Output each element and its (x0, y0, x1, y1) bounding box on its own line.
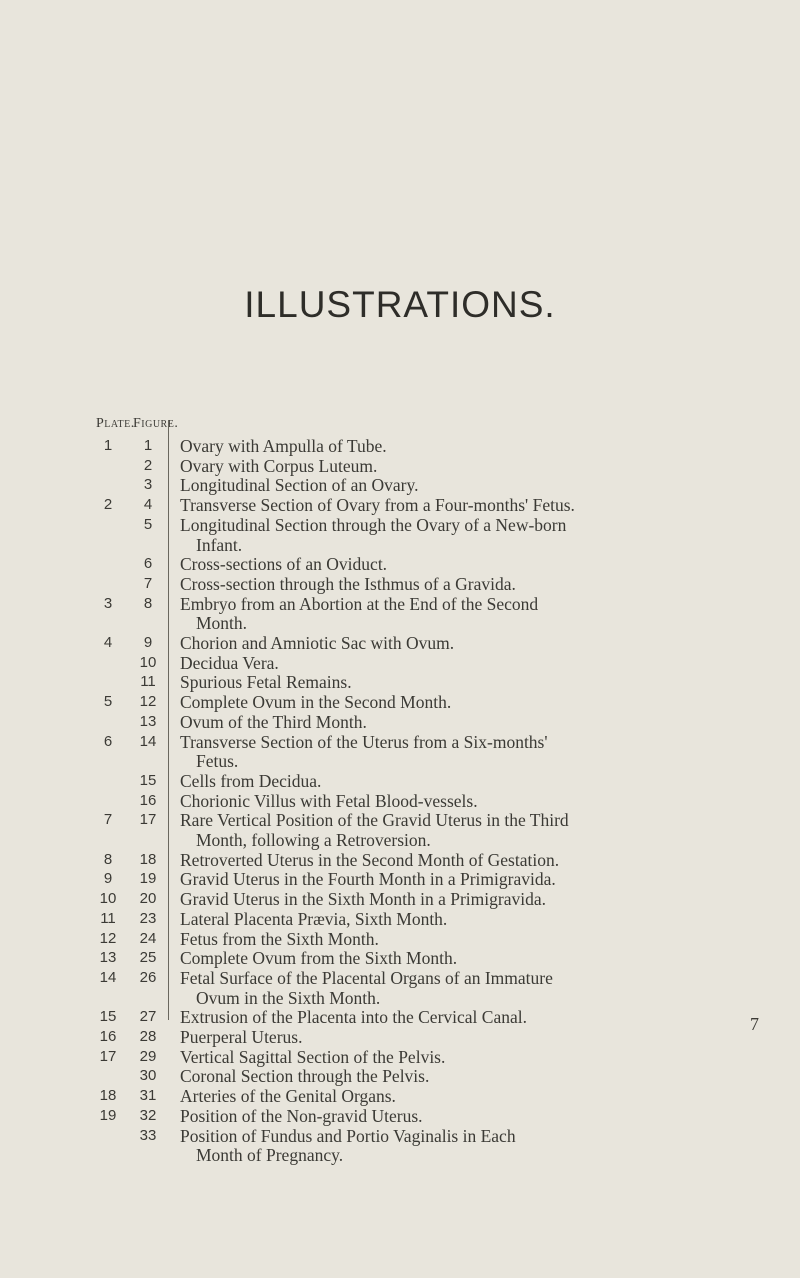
figure-number: 2 (143, 456, 153, 474)
list-item (0, 850, 800, 870)
plate-number: 8 (103, 850, 113, 868)
plate-column-header: Plate. (96, 416, 135, 431)
list-item (0, 456, 800, 476)
list-item (0, 594, 800, 614)
list-item (0, 869, 800, 889)
illustration-caption: Rare Vertical Position of the Gravid Uterus in the Third (180, 810, 569, 831)
plate-number: 11 (100, 909, 116, 927)
plate-number: 1 (103, 437, 113, 454)
list-item (0, 1047, 800, 1067)
figure-number: 5 (143, 515, 153, 533)
figure-number: 9 (143, 634, 153, 651)
illustration-caption: Month, following a Retroversion. (196, 830, 431, 850)
plate-number: 6 (103, 732, 113, 750)
illustration-caption: Ovum of the Third Month. (180, 711, 367, 732)
list-item (0, 1027, 800, 1047)
illustration-caption: Coronal Section through the Pelvis. (180, 1066, 430, 1087)
list-item (0, 495, 800, 515)
illustration-caption: Arteries of the Genital Organs. (180, 1086, 396, 1107)
figure-number: 10 (139, 653, 157, 671)
list-item (0, 672, 800, 692)
list-item (0, 889, 800, 909)
figure-number: 24 (139, 929, 157, 947)
plate-number: 2 (103, 496, 113, 514)
figure-number: 6 (143, 555, 153, 573)
list-item (0, 810, 800, 830)
figure-number: 23 (139, 909, 157, 927)
page-title: ILLUSTRATIONS. (244, 284, 556, 325)
figure-number: 25 (139, 949, 157, 967)
figure-number: 4 (143, 496, 153, 514)
illustration-caption: Position of the Non-gravid Uterus. (180, 1105, 423, 1126)
illustration-caption: Longitudinal Section through the Ovary of a New-born (180, 514, 567, 535)
list-item (0, 929, 800, 949)
illustration-caption: Complete Ovum from the Sixth Month. (180, 948, 458, 969)
figure-number: 28 (139, 1028, 157, 1045)
illustration-caption: Puerperal Uterus. (180, 1027, 303, 1047)
illustration-caption: Position of Fundus and Portio Vaginalis in Each (180, 1125, 516, 1146)
list-item (0, 633, 800, 653)
list-item (0, 1126, 800, 1146)
plate-number: 14 (99, 968, 117, 986)
list-item (0, 948, 800, 968)
list-item (0, 515, 800, 535)
list-item (0, 968, 800, 988)
illustration-caption: Embryo from an Abortion at the End of the Second (180, 593, 539, 614)
figure-number: 1 (143, 437, 153, 454)
illustration-caption: Month. (196, 613, 248, 634)
list-item (0, 535, 800, 555)
illustration-caption: Infant. (196, 534, 243, 555)
plate-number: 18 (99, 1087, 117, 1105)
list-item (0, 1007, 800, 1027)
illustration-caption: Cross-section through the Isthmus of a Gravida. (180, 573, 516, 594)
list-item (0, 436, 800, 456)
illustration-caption: Ovary with Ampulla of Tube. (180, 436, 387, 456)
illustration-caption: Fetus. (196, 751, 239, 772)
list-item (0, 751, 800, 771)
plate-number: 7 (103, 811, 113, 829)
list-item (0, 1106, 800, 1126)
list-item (0, 830, 800, 850)
plate-number: 19 (99, 1106, 117, 1124)
figure-number: 31 (139, 1087, 157, 1105)
list-item (0, 988, 800, 1008)
illustration-caption: Month of Pregnancy. (196, 1145, 344, 1166)
plate-number: 9 (103, 870, 113, 888)
figure-number: 8 (143, 594, 153, 612)
illustration-caption: Fetal Surface of the Placental Organs of an Immature (180, 967, 553, 988)
illustration-caption: Cells from Decidua. (180, 770, 322, 791)
figure-number: 16 (139, 791, 157, 809)
figure-number: 19 (139, 870, 157, 888)
plate-number: 4 (103, 634, 113, 651)
illustration-caption: Extrusion of the Placenta into the Cervical Canal. (180, 1007, 527, 1028)
illustration-caption: Ovary with Corpus Luteum. (180, 455, 378, 476)
illustration-caption: Chorionic Villus with Fetal Blood-vessels. (180, 790, 478, 811)
figure-number: 18 (139, 850, 157, 868)
figure-number: 15 (139, 771, 157, 789)
illustration-caption: Lateral Placenta Prævia, Sixth Month. (180, 908, 448, 929)
list-item (0, 1086, 800, 1106)
figure-number: 17 (139, 811, 157, 829)
figure-number: 33 (139, 1126, 157, 1144)
list-item (0, 1066, 800, 1086)
figure-number: 11 (140, 673, 156, 691)
figure-number: 26 (139, 968, 157, 986)
list-item (0, 732, 800, 752)
illustration-caption: Gravid Uterus in the Fourth Month in a Primigravida. (180, 869, 556, 890)
plate-number: 15 (99, 1008, 117, 1026)
list-item (0, 653, 800, 673)
page-folio: 7 (750, 1014, 759, 1034)
list-item (0, 771, 800, 791)
figure-number: 32 (139, 1106, 157, 1124)
list-item (0, 692, 800, 712)
illustration-caption: Transverse Section of the Uterus from a Six-months' (180, 731, 548, 752)
illustration-caption: Transverse Section of Ovary from a Four-months' Fetus. (180, 495, 575, 516)
figure-number: 30 (139, 1067, 157, 1085)
figure-number: 29 (139, 1047, 157, 1065)
illustration-caption: Fetus from the Sixth Month. (180, 928, 379, 949)
list-item (0, 1145, 800, 1165)
illustration-caption: Spurious Fetal Remains. (180, 672, 352, 693)
figure-number: 14 (139, 732, 157, 750)
plate-number: 5 (103, 693, 113, 711)
illustration-caption: Vertical Sagittal Section of the Pelvis. (180, 1046, 446, 1067)
figure-number: 12 (139, 693, 157, 711)
illustration-caption: Ovum in the Sixth Month. (196, 987, 381, 1008)
list-item (0, 574, 800, 594)
illustration-caption: Longitudinal Section of an Ovary. (180, 475, 419, 496)
plate-number: 17 (99, 1047, 117, 1065)
figure-number: 27 (139, 1008, 157, 1026)
list-item (0, 554, 800, 574)
figure-number: 20 (139, 890, 157, 908)
illustration-caption: Cross-sections of an Oviduct. (180, 554, 388, 575)
figure-number: 7 (143, 574, 153, 592)
figure-number: 3 (143, 476, 153, 494)
plate-number: 16 (99, 1028, 117, 1045)
plate-number: 12 (99, 929, 117, 947)
list-item (0, 613, 800, 633)
figure-column-header: Figure. (133, 416, 179, 431)
illustration-caption: Decidua Vera. (180, 652, 279, 673)
list-item (0, 791, 800, 811)
list-item (0, 909, 800, 929)
list-item (0, 475, 800, 495)
plate-number: 3 (103, 594, 113, 612)
list-item (0, 712, 800, 732)
plate-number: 13 (99, 949, 117, 967)
illustration-caption: Gravid Uterus in the Sixth Month in a Primigravida. (180, 889, 546, 910)
illustration-caption: Retroverted Uterus in the Second Month of Gestation. (180, 849, 560, 870)
illustration-caption: Complete Ovum in the Second Month. (180, 692, 452, 713)
plate-number: 10 (99, 890, 117, 908)
figure-number: 13 (139, 712, 157, 730)
illustration-caption: Chorion and Amniotic Sac with Ovum. (180, 633, 455, 653)
